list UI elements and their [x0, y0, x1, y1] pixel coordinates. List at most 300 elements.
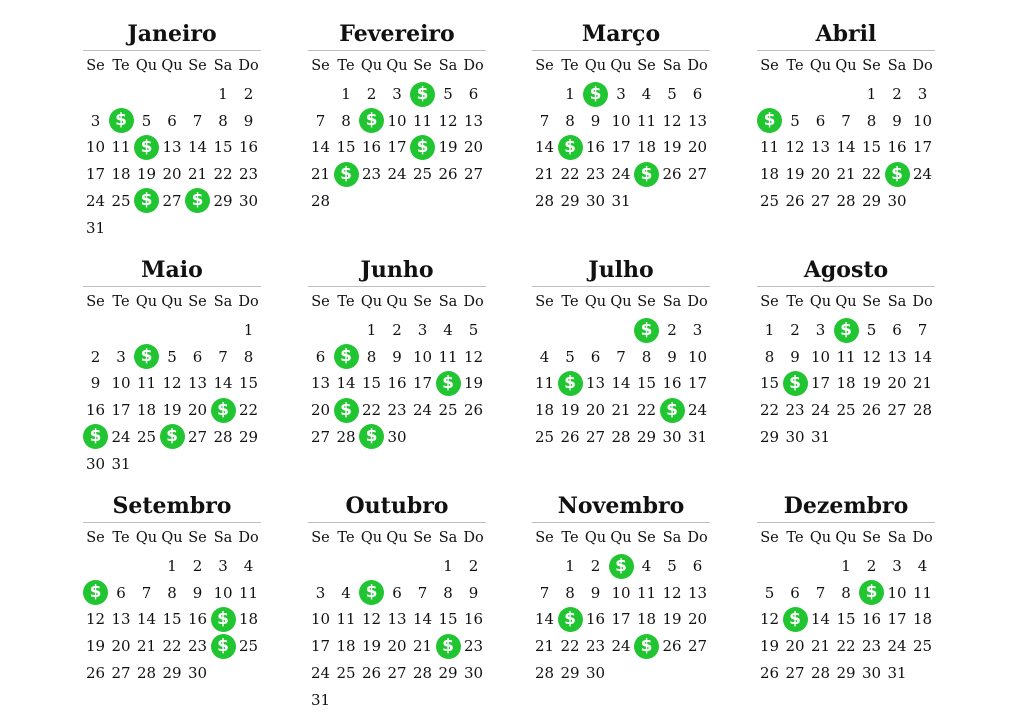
day-cell: 16 [187, 610, 208, 629]
day-cell: 7 [539, 111, 550, 130]
day-cell: 31 [310, 690, 331, 709]
weekday-header: Qu [161, 58, 183, 74]
weekday-header: Do [687, 58, 708, 74]
payment-day-icon: $ [83, 580, 108, 605]
day-cell: 29 [759, 427, 780, 446]
day-cell: 24 [412, 401, 433, 420]
day-cell: 18 [534, 401, 555, 420]
payment-day-icon: $ [859, 580, 884, 605]
month-title: Julho [532, 254, 710, 287]
weekday-header: Sa [662, 58, 682, 74]
day-cell: 27 [887, 401, 907, 420]
day-cell: 2 [192, 557, 203, 575]
day-cell: 18 [636, 610, 657, 629]
weekday-header: Te [786, 530, 804, 546]
day-cell: 29 [636, 427, 657, 446]
weekday-header: Qu [835, 58, 857, 74]
day-cell: 7 [192, 111, 203, 130]
weekday-header: Se [760, 294, 779, 310]
payment-day-icon: $ [436, 371, 461, 396]
day-cell: 13 [887, 347, 907, 366]
day-cell: 20 [887, 374, 907, 393]
day-cell: 10 [310, 610, 331, 629]
day-cell: 6 [315, 347, 326, 366]
day-cell: 22 [560, 637, 580, 656]
day-cell: 26 [662, 165, 682, 184]
day-cell: 27 [310, 427, 331, 446]
weekday-header: Qu [835, 294, 857, 310]
day-cell: 5 [866, 321, 877, 339]
day-cell: 4 [341, 583, 351, 602]
weekday-header: Qu [584, 294, 607, 310]
month-abril [757, 18, 935, 210]
day-cell: 22 [759, 401, 780, 420]
day-cell: 11 [836, 347, 856, 366]
day-cell: 12 [463, 347, 484, 366]
day-cell: 24 [887, 637, 907, 656]
day-cell: 25 [534, 427, 555, 446]
weekday-header: Sa [213, 530, 233, 546]
month-title: Junho [308, 254, 486, 287]
weekday-header: Sa [887, 58, 907, 74]
day-cell: 30 [662, 427, 682, 446]
day-cell: 6 [192, 347, 203, 366]
day-cell: 14 [534, 138, 555, 157]
day-cell: 7 [616, 347, 626, 366]
day-cell: 25 [912, 637, 933, 656]
day-cell: 23 [785, 401, 805, 420]
day-cell: 30 [585, 663, 606, 682]
payment-day-icon: $ [134, 344, 159, 369]
day-cell: 10 [687, 347, 708, 366]
weekday-header: Te [786, 58, 804, 74]
payment-day-icon: $ [436, 634, 461, 659]
day-cell: 25 [136, 427, 157, 446]
day-cell: 16 [361, 138, 382, 157]
day-cell: 6 [815, 111, 826, 130]
weekday-header: Do [463, 294, 484, 310]
day-cell: 18 [636, 138, 657, 157]
month-title: Janeiro [83, 18, 261, 51]
weekday-header: Qu [360, 530, 383, 546]
payment-day-icon: $ [211, 398, 236, 423]
day-cell: 30 [887, 191, 907, 210]
day-cell: 12 [662, 111, 682, 130]
day-cell: 24 [85, 191, 106, 210]
day-cell: 27 [111, 663, 131, 682]
day-cell: 18 [759, 165, 780, 184]
day-cell: 25 [438, 401, 458, 420]
day-cell: 28 [310, 191, 331, 210]
day-cell: 2 [243, 85, 254, 103]
day-cell: 15 [162, 610, 182, 629]
weekday-header: Do [463, 58, 484, 74]
day-cell: 21 [810, 637, 831, 656]
day-cell: 1 [565, 557, 575, 575]
day-cell: 4 [641, 557, 652, 575]
weekday-header: Qu [610, 530, 632, 546]
day-cell: 22 [238, 401, 259, 420]
weekday-header: Qu [809, 58, 832, 74]
day-cell: 29 [238, 427, 259, 446]
payment-day-icon: $ [211, 634, 236, 659]
day-cell: 12 [162, 374, 182, 393]
weekday-header: Sa [438, 58, 458, 74]
day-cell: 27 [785, 663, 805, 682]
day-cell: 26 [361, 663, 382, 682]
day-cell: 18 [136, 401, 157, 420]
day-cell: 12 [861, 347, 882, 366]
day-cell: 27 [585, 427, 606, 446]
day-cell: 3 [892, 557, 902, 575]
day-cell: 30 [238, 191, 259, 210]
day-cell: 5 [141, 111, 152, 130]
month-title: Agosto [757, 254, 935, 287]
day-cell: 16 [662, 374, 682, 393]
day-cell: 30 [85, 454, 106, 473]
day-cell: 15 [861, 138, 882, 157]
day-cell: 15 [438, 610, 458, 629]
day-cell: 29 [560, 191, 580, 210]
day-cell: 7 [917, 321, 928, 339]
weekday-header: Te [561, 294, 579, 310]
weekday-header: Qu [835, 530, 857, 546]
day-cell: 2 [392, 321, 402, 339]
day-cell: 8 [565, 111, 575, 130]
day-cell: 23 [361, 165, 382, 184]
day-cell: 11 [238, 583, 259, 602]
day-cell: 13 [310, 374, 331, 393]
day-cell: 31 [887, 663, 907, 682]
day-cell: 21 [310, 165, 331, 184]
weekday-header: Sa [887, 530, 907, 546]
day-cell: 13 [162, 138, 182, 157]
month-maio [83, 254, 261, 473]
day-cell: 10 [111, 374, 131, 393]
day-cell: 2 [366, 85, 377, 103]
day-cell: 15 [759, 374, 780, 393]
day-cell: 3 [90, 111, 101, 130]
weekday-header: Se [413, 530, 432, 546]
day-cell: 31 [810, 427, 831, 446]
payment-day-icon: $ [410, 82, 435, 107]
weekday-header: Se [413, 294, 432, 310]
day-cell: 9 [392, 347, 402, 366]
day-cell: 4 [641, 85, 652, 103]
day-cell: 22 [213, 165, 233, 184]
weekday-header: Qu [386, 58, 408, 74]
month-title: Maio [83, 254, 261, 287]
month-agosto [757, 254, 935, 446]
day-cell: 14 [336, 374, 356, 393]
day-cell: 28 [412, 663, 433, 682]
weekday-header: Do [912, 58, 933, 74]
payment-day-icon: $ [834, 318, 859, 343]
day-cell: 4 [443, 321, 453, 339]
day-cell: 24 [912, 165, 933, 184]
day-cell: 26 [560, 427, 580, 446]
day-cell: 9 [192, 583, 203, 602]
day-cell: 3 [616, 85, 626, 103]
day-cell: 28 [213, 427, 233, 446]
day-cell: 15 [213, 138, 233, 157]
day-cell: 15 [361, 374, 382, 393]
day-cell: 19 [785, 165, 805, 184]
day-cell: 13 [187, 374, 208, 393]
day-cell: 31 [611, 191, 631, 210]
day-cell: 29 [836, 663, 856, 682]
payment-day-icon: $ [757, 108, 782, 133]
payment-day-icon: $ [783, 607, 808, 632]
day-cell: 12 [759, 610, 780, 629]
day-cell: 19 [560, 401, 580, 420]
day-cell: 28 [136, 663, 157, 682]
day-cell: 28 [534, 191, 555, 210]
weekday-header: Qu [386, 530, 408, 546]
day-cell: 22 [361, 401, 382, 420]
day-cell: 20 [810, 165, 831, 184]
day-cell: 9 [590, 111, 601, 130]
weekday-header: Se [862, 294, 881, 310]
day-cell: 10 [912, 111, 933, 130]
day-cell: 12 [785, 138, 805, 157]
day-cell: 20 [387, 637, 407, 656]
day-cell: 23 [187, 637, 208, 656]
day-cell: 27 [187, 427, 208, 446]
payment-day-icon: $ [160, 424, 185, 449]
day-cell: 7 [315, 111, 326, 130]
day-cell: 6 [590, 347, 601, 366]
day-cell: 4 [917, 557, 928, 575]
day-cell: 10 [611, 111, 631, 130]
day-cell: 16 [238, 138, 259, 157]
day-cell: 27 [687, 165, 708, 184]
day-cell: 21 [187, 165, 208, 184]
day-cell: 20 [310, 401, 331, 420]
day-cell: 28 [611, 427, 631, 446]
weekday-header: Se [637, 58, 656, 74]
day-cell: 9 [590, 583, 601, 602]
day-cell: 24 [387, 165, 407, 184]
payment-day-icon: $ [185, 188, 210, 213]
day-cell: 8 [218, 111, 228, 130]
day-cell: 11 [636, 111, 657, 130]
day-cell: 10 [810, 347, 831, 366]
day-cell: 5 [667, 557, 677, 575]
day-cell: 24 [111, 427, 131, 446]
day-cell: 8 [565, 583, 575, 602]
weekday-header: Sa [213, 58, 233, 74]
day-cell: 6 [692, 85, 703, 103]
day-cell: 10 [213, 583, 233, 602]
payment-day-icon: $ [558, 135, 583, 160]
day-cell: 30 [861, 663, 882, 682]
day-cell: 27 [463, 165, 484, 184]
day-cell: 10 [887, 583, 907, 602]
month-title: Setembro [83, 490, 261, 523]
weekday-header: Qu [135, 294, 158, 310]
day-cell: 5 [667, 85, 677, 103]
weekday-header: Se [86, 294, 105, 310]
weekday-header: Se [862, 530, 881, 546]
weekday-header: Do [238, 58, 259, 74]
weekday-header: Qu [386, 294, 408, 310]
day-cell: 22 [836, 637, 856, 656]
payment-day-icon: $ [660, 398, 685, 423]
day-cell: 6 [167, 111, 177, 130]
day-cell: 3 [315, 583, 326, 602]
day-cell: 2 [892, 85, 902, 103]
day-cell: 30 [463, 663, 484, 682]
day-cell: 9 [243, 111, 254, 130]
day-cell: 26 [85, 663, 106, 682]
day-cell: 5 [468, 321, 479, 339]
day-cell: 10 [85, 138, 106, 157]
day-cell: 9 [790, 347, 800, 366]
payment-day-icon: $ [558, 371, 583, 396]
weekday-header: Qu [584, 58, 607, 74]
month-title: Dezembro [757, 490, 935, 523]
day-cell: 13 [111, 610, 131, 629]
day-cell: 9 [667, 347, 677, 366]
day-cell: 19 [136, 165, 157, 184]
day-cell: 1 [841, 557, 851, 575]
month-outubro [308, 490, 486, 709]
day-cell: 28 [836, 191, 856, 210]
day-cell: 13 [687, 111, 708, 130]
day-cell: 8 [341, 111, 351, 130]
day-cell: 21 [611, 401, 631, 420]
payment-day-icon: $ [134, 135, 159, 160]
weekday-header: Te [561, 530, 579, 546]
weekday-header: Se [188, 294, 207, 310]
day-cell: 27 [162, 191, 182, 210]
day-cell: 3 [815, 321, 826, 339]
day-cell: 5 [443, 85, 453, 103]
payment-day-icon: $ [359, 424, 384, 449]
day-cell: 11 [412, 111, 433, 130]
day-cell: 9 [892, 111, 902, 130]
day-cell: 14 [187, 138, 208, 157]
day-cell: 3 [116, 347, 126, 366]
day-cell: 16 [585, 138, 606, 157]
month-setembro [83, 490, 261, 682]
day-cell: 17 [111, 401, 131, 420]
day-cell: 20 [111, 637, 131, 656]
weekday-header: Do [912, 530, 933, 546]
day-cell: 9 [90, 374, 101, 393]
day-cell: 5 [167, 347, 177, 366]
day-cell: 8 [641, 347, 652, 366]
weekday-header: Do [687, 294, 708, 310]
month-title: Abril [757, 18, 935, 51]
day-cell: 12 [361, 610, 382, 629]
day-cell: 22 [861, 165, 882, 184]
payment-day-icon: $ [109, 108, 134, 133]
month-dezembro [757, 490, 935, 682]
day-cell: 25 [336, 663, 356, 682]
payment-day-icon: $ [334, 344, 359, 369]
payment-day-icon: $ [634, 162, 659, 187]
day-cell: 15 [636, 374, 657, 393]
weekday-header: Se [637, 530, 656, 546]
day-cell: 20 [687, 138, 708, 157]
weekday-header: Qu [161, 530, 183, 546]
day-cell: 11 [534, 374, 555, 393]
day-cell: 20 [785, 637, 805, 656]
day-cell: 17 [85, 165, 106, 184]
payment-day-icon: $ [334, 398, 359, 423]
month-janeiro [83, 18, 261, 237]
day-cell: 2 [667, 321, 677, 339]
day-cell: 14 [611, 374, 631, 393]
day-cell: 17 [611, 610, 631, 629]
day-cell: 22 [162, 637, 182, 656]
day-cell: 18 [912, 610, 933, 629]
day-cell: 13 [463, 111, 484, 130]
day-cell: 21 [836, 165, 856, 184]
weekday-header: Qu [135, 58, 158, 74]
day-cell: 1 [341, 85, 351, 103]
day-cell: 13 [687, 583, 708, 602]
day-cell: 11 [759, 138, 780, 157]
weekday-header: Se [188, 530, 207, 546]
weekday-header: Te [337, 530, 355, 546]
payment-day-icon: $ [83, 424, 108, 449]
day-cell: 17 [412, 374, 433, 393]
payment-day-icon: $ [783, 371, 808, 396]
day-cell: 30 [785, 427, 805, 446]
day-cell: 23 [861, 637, 882, 656]
day-cell: 19 [662, 138, 682, 157]
day-cell: 21 [534, 637, 555, 656]
day-cell: 3 [417, 321, 428, 339]
weekday-header: Sa [438, 530, 458, 546]
weekday-header: Se [637, 294, 656, 310]
day-cell: 25 [759, 191, 780, 210]
day-cell: 24 [611, 637, 631, 656]
weekday-header: Se [535, 530, 554, 546]
day-cell: 6 [392, 583, 402, 602]
day-cell: 28 [336, 427, 356, 446]
day-cell: 16 [387, 374, 407, 393]
day-cell: 11 [912, 583, 933, 602]
day-cell: 18 [238, 610, 259, 629]
day-cell: 30 [187, 663, 208, 682]
day-cell: 6 [692, 557, 703, 575]
weekday-header: Te [112, 294, 130, 310]
day-cell: 6 [116, 583, 126, 602]
day-cell: 1 [167, 557, 177, 575]
day-cell: 13 [810, 138, 831, 157]
day-cell: 27 [387, 663, 407, 682]
day-cell: 19 [438, 138, 458, 157]
day-cell: 14 [310, 138, 331, 157]
day-cell: 1 [243, 321, 254, 339]
payment-day-icon: $ [885, 162, 910, 187]
day-cell: 11 [438, 347, 458, 366]
day-cell: 1 [443, 557, 453, 575]
day-cell: 20 [187, 401, 208, 420]
day-cell: 20 [162, 165, 182, 184]
day-cell: 28 [810, 663, 831, 682]
day-cell: 7 [417, 583, 428, 602]
weekday-header: Se [862, 58, 881, 74]
day-cell: 1 [866, 85, 877, 103]
day-cell: 4 [243, 557, 254, 575]
month-junho [308, 254, 486, 447]
day-cell: 7 [539, 583, 550, 602]
